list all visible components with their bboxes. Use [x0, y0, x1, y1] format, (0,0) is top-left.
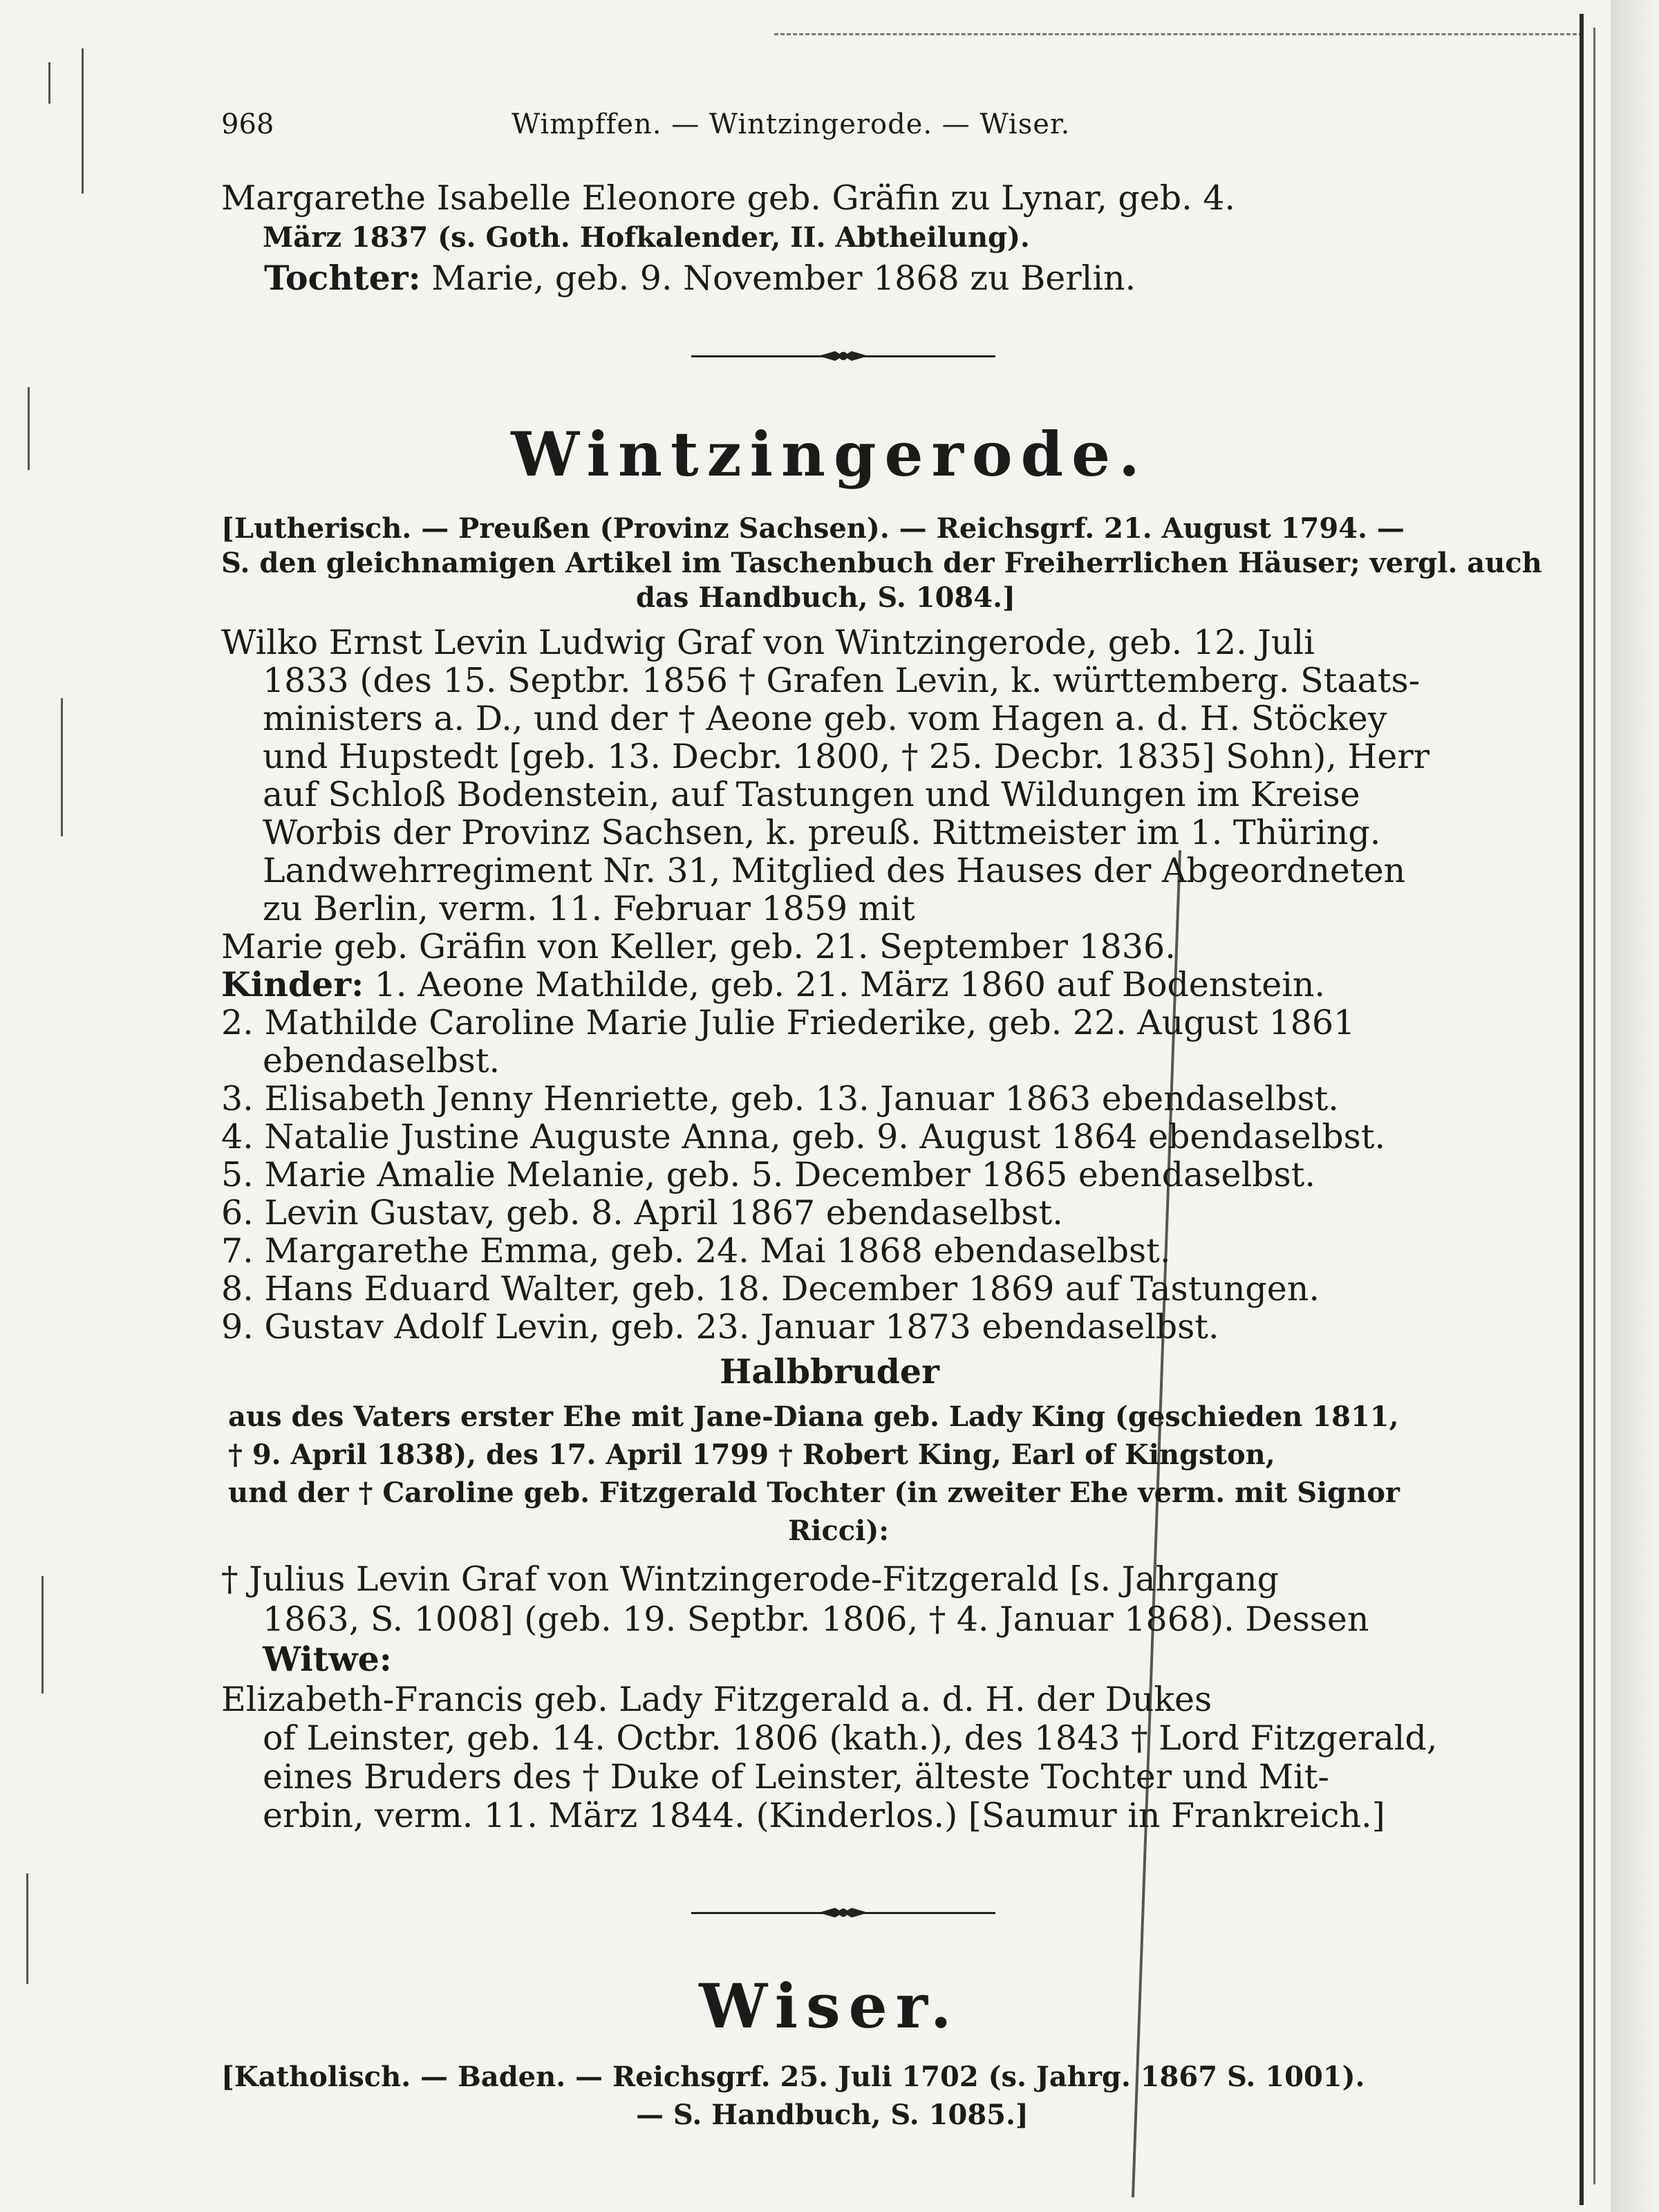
widow-label: Witwe:	[263, 1639, 392, 1679]
halfbrother-note-1: aus des Vaters erster Ehe mit Jane-Diana geb. Lady King (geschieden 1811,	[228, 1400, 1399, 1433]
main-entry-line-2: 1833 (des 15. Septbr. 1856 † Grafen Levin, k. württemberg. Staats-	[263, 661, 1421, 700]
halfbrother-heading: Halbbruder	[720, 1351, 939, 1391]
intro-line-3	[264, 258, 1136, 298]
scan-mark	[26, 1873, 28, 1984]
children-line-1	[221, 964, 1326, 1004]
tochter-text: Marie, geb. 9. November 1868 zu Berlin.	[431, 259, 1136, 298]
scan-mark	[61, 698, 63, 836]
wintzingerode-note-1: [Lutherisch. — Preußen (Provinz Sachsen). — Reichsgrf. 21. August 1794. —	[221, 512, 1405, 545]
widow-line-3: eines Bruders des † Duke of Leinster, älteste Tochter und Mit-	[263, 1757, 1329, 1797]
main-entry-line-7: Landwehrregiment Nr. 31, Mitglied des Hauses der Abgeordneten	[263, 851, 1406, 890]
wintzingerode-note-3: das Handbuch, S. 1084.]	[636, 581, 1015, 614]
scan-dash-artifact	[774, 33, 1583, 35]
main-entry-line-6: Worbis der Provinz Sachsen, k. preuß. Rittmeister im 1. Thüring.	[263, 813, 1381, 852]
scan-mark	[41, 1576, 44, 1694]
child-1: 1. Aeone Mathilde, geb. 21. März 1860 auf Bodenstein.	[374, 965, 1326, 1004]
main-entry-line-1: Wilko Ernst Levin Ludwig Graf von Wintzingerode, geb. 12. Juli	[221, 623, 1315, 662]
intro-line-1: Margarethe Isabelle Eleonore geb. Gräfin zu Lynar, geb. 4.	[221, 178, 1236, 218]
widow-line-1: Elizabeth-Francis geb. Lady Fitzgerald a. d. H. der Dukes	[221, 1680, 1212, 1719]
wife-line: Marie geb. Gräfin von Keller, geb. 21. September 1836.	[221, 927, 1176, 966]
child-6: 6. Levin Gustav, geb. 8. April 1867 ebendaselbst.	[221, 1193, 1063, 1232]
section-title-wintzingerode: Wintzingerode.	[511, 418, 1148, 490]
widow-line-4: erbin, verm. 11. März 1844. (Kinderlos.) [Saumur in Frankreich.]	[263, 1796, 1385, 1835]
halfbrother-note-4: Ricci):	[788, 1515, 890, 1547]
kinder-label: Kinder:	[221, 964, 364, 1004]
wintzingerode-note-2: S. den gleichnamigen Artikel im Taschenbuch der Freiherrlichen Häuser; vergl. auch	[221, 547, 1542, 579]
child-4: 4. Natalie Justine Auguste Anna, geb. 9. August 1864 ebendaselbst.	[221, 1117, 1386, 1156]
halfbrother-heading-wrap	[0, 1351, 1659, 1391]
wiser-note-2: — S. Handbuch, S. 1085.]	[636, 2099, 1029, 2131]
ornament-diamond-icon	[818, 348, 868, 364]
wiser-note-1: [Katholisch. — Baden. — Reichsgrf. 25. Juli 1702 (s. Jahrg. 1867 S. 1001).	[221, 2061, 1365, 2093]
halfbrother-entry-1: † Julius Levin Graf von Wintzingerode-Fitzgerald [s. Jahrgang	[221, 1559, 1279, 1599]
halfbrother-note-3: und der † Caroline geb. Fitzgerald Tochter (in zweiter Ehe verm. mit Signor	[228, 1477, 1400, 1509]
child-7: 7. Margarethe Emma, geb. 24. Mai 1868 ebendaselbst.	[221, 1231, 1171, 1271]
main-entry-line-5: auf Schloß Bodenstein, auf Tastungen und Wildungen im Kreise	[263, 775, 1360, 814]
halfbrother-entry-2: 1863, S. 1008] (geb. 19. Septbr. 1806, † 4. Januar 1868). Dessen	[263, 1600, 1369, 1639]
child-9: 9. Gustav Adolf Levin, geb. 23. Januar 1873 ebendaselbst.	[221, 1307, 1219, 1347]
child-2: 2. Mathilde Caroline Marie Julie Friederike, geb. 22. August 1861	[221, 1003, 1356, 1042]
section-title-wiser: Wiser.	[699, 1970, 960, 2042]
child-3: 3. Elisabeth Jenny Henriette, geb. 13. Januar 1863 ebendaselbst.	[221, 1079, 1339, 1118]
main-entry-line-3: ministers a. D., und der † Aeone geb. vom Hagen a. d. H. Stöckey	[263, 699, 1387, 738]
scan-mark	[48, 62, 50, 104]
scan-mark	[82, 48, 84, 194]
page-gutter-line	[1580, 14, 1584, 2205]
page-gutter-line-secondary	[1593, 28, 1595, 2184]
page-number: 968	[221, 109, 274, 140]
main-entry-line-8: zu Berlin, verm. 11. Februar 1859 mit	[263, 889, 915, 928]
main-entry-line-4: und Hupstedt [geb. 13. Decbr. 1800, † 25. Decbr. 1835] Sohn), Herr	[263, 737, 1430, 776]
widow-line-2: of Leinster, geb. 14. Octbr. 1806 (kath.), des 1843 † Lord Fitzgerald,	[263, 1718, 1438, 1758]
child-8: 8. Hans Eduard Walter, geb. 18. December 1869 auf Tastungen.	[221, 1269, 1320, 1309]
ornament-diamond-icon	[818, 1905, 868, 1920]
child-5: 5. Marie Amalie Melanie, geb. 5. December 1865 ebendaselbst.	[221, 1155, 1315, 1194]
running-title: Wimpffen. — Wintzingerode. — Wiser.	[512, 109, 1071, 140]
child-2-cont: ebendaselbst.	[263, 1041, 500, 1080]
tochter-label: Tochter:	[264, 258, 421, 298]
intro-line-2: März 1837 (s. Goth. Hofkalender, II. Abtheilung).	[263, 221, 1030, 254]
halfbrother-note-2: † 9. April 1838), des 17. April 1799 † Robert King, Earl of Kingston,	[228, 1438, 1275, 1471]
adjacent-page-edge	[1611, 0, 1659, 2212]
